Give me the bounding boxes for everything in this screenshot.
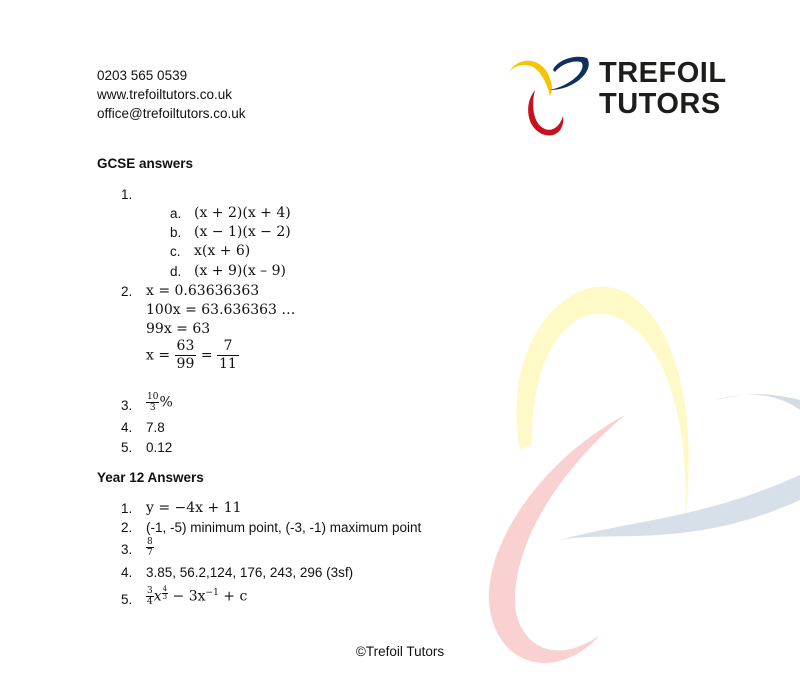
y12-q2-answer: (-1, -5) minimum point, (-3, -1) maximum point — [146, 520, 422, 535]
fraction-3-4: $\frac{3}{4}$ — [147, 586, 153, 607]
y12-q4-number: 4. — [121, 565, 133, 580]
fraction-63-99: $\frac{63}{99}$ — [176, 338, 195, 372]
contact-block — [97, 66, 246, 123]
exponent-4-3: $\frac{4}{3}$ — [162, 585, 168, 601]
gcse-q4-answer: 7.8 — [146, 420, 165, 435]
gcse-q3-number: 3. — [121, 398, 133, 413]
y12-q4-answer: 3.85, 56.2,124, 176, 243, 296 (3sf) — [146, 565, 354, 580]
trefoil-logo — [505, 50, 735, 140]
gcse-q2-line3: 99x = 63 — [146, 321, 211, 337]
gcse-q1a-answer: (x + 2)(x + 4) — [194, 205, 291, 221]
gcse-q2-final: x = $\frac{63}{99}$ = $\frac{7}{11}$ — [146, 338, 237, 372]
y12-q3-number: 3. — [121, 542, 133, 557]
year12-heading: Year 12 Answers — [97, 470, 204, 485]
gcse-q5-number: 5. — [121, 440, 133, 455]
y12-q1-number: 1. — [121, 501, 133, 516]
gcse-q3-answer: $\frac{10}{3}$ % — [147, 392, 173, 413]
gcse-q1c-label: c. — [170, 244, 181, 259]
logo-wordmark: TREFOIL TUTORS — [599, 57, 727, 120]
gcse-q1a-label: a. — [170, 206, 182, 221]
gcse-q1c-answer: x(x + 6) — [194, 243, 251, 259]
trefoil-watermark-icon — [460, 250, 800, 694]
y12-q3-answer — [146, 537, 154, 558]
gcse-q1d-label: d. — [170, 264, 182, 279]
fraction-10-3: $\frac{10}{3}$ — [147, 392, 159, 413]
fraction-7-11: $\frac{7}{11}$ — [219, 338, 237, 372]
gcse-q5-answer: 0.12 — [146, 440, 173, 455]
gcse-q1b-answer: (x − 1)(x − 2) — [194, 224, 291, 240]
gcse-q2-number: 2. — [121, 284, 133, 299]
gcse-q1-number: 1. — [121, 187, 133, 202]
website-link[interactable]: www.trefoiltutors.co.uk — [97, 87, 233, 102]
y12-q1-answer: y = −4x + 11 — [146, 500, 242, 516]
y12-q2-number: 2. — [121, 520, 133, 535]
gcse-q1b-label: b. — [170, 225, 182, 240]
fraction-8-7: $\frac{8}{7}$ — [147, 537, 153, 558]
gcse-q1d-answer: (x + 9)(x – 9) — [194, 263, 286, 279]
phone-number: 0203 565 0539 — [97, 68, 188, 83]
trefoil-logo-icon — [505, 50, 595, 140]
copyright-footer: ©Trefoil Tutors — [355, 644, 445, 659]
gcse-q2-line2: 100x = 63.636363 … — [146, 302, 296, 318]
email-link[interactable]: office@trefoiltutors.co.uk — [97, 106, 246, 121]
y12-q5-answer: $\frac{3}{4}$ x $\frac{4}{3}$ − $3x^{-1} + c$ — [147, 585, 248, 607]
gcse-q2-line1: x = 0.63636363 — [146, 283, 260, 299]
gcse-heading: GCSE answers — [97, 156, 194, 171]
gcse-q4-number: 4. — [121, 420, 133, 435]
y12-q5-number: 5. — [121, 592, 133, 607]
